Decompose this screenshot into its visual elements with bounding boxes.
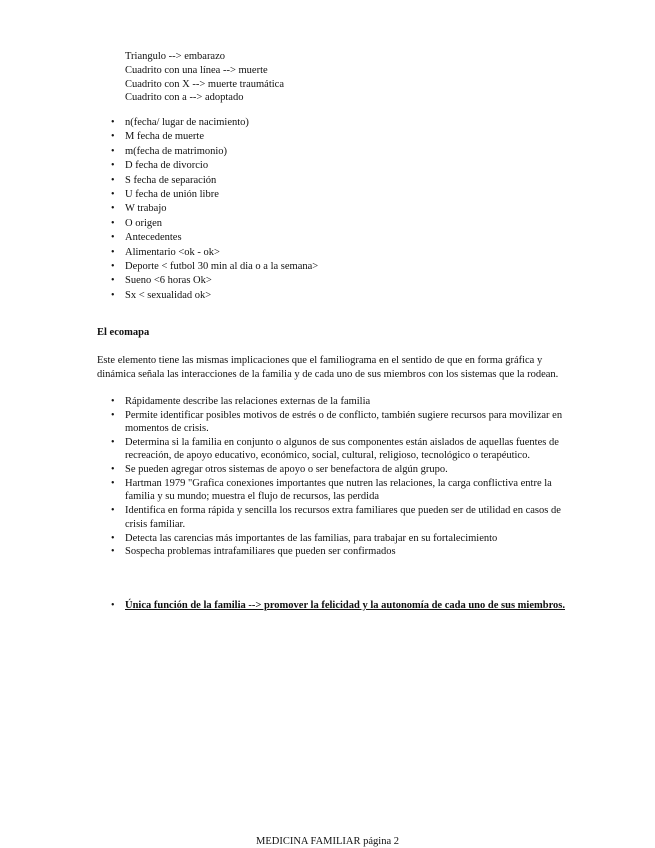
legend-line: Cuadrito con una línea --> muerte [125, 64, 268, 76]
symbol-legend [125, 50, 284, 105]
list-item: • Hartman 1979 "Grafica conexiones importantes que nutren las relaciones, la carga conflictiva entre la familia y su mundo; muestra el flujo de recursos, las perdida [111, 477, 581, 504]
list-item: • O origen [111, 217, 591, 231]
list-item: • Identifica en forma rápida y sencilla los recursos extra familiares que pueden ser de utilidad en casos de crisis familiar. [111, 504, 581, 531]
highlight-text: Única función de la familia --> promover la felicidad y la autonomía de cada uno de sus miembros. [125, 600, 566, 611]
list-item: • D fecha de divorcio [111, 159, 591, 173]
ecomapa-list [111, 395, 581, 559]
list-item: • Rápidamente describe las relaciones externas de la familia [111, 395, 581, 408]
list-item: • n(fecha/ lugar de nacimiento) [111, 116, 591, 130]
list-item: • Permite identificar posibles motivos de estrés o de conflicto, también sugiere recursos para movilizar en momentos de crisis. [111, 409, 581, 436]
list-item: • Deporte < futbol 30 min al dia o a la semana> [111, 260, 591, 274]
list-item: • Antecedentes [111, 231, 591, 245]
list-item [111, 599, 581, 613]
list-item: • m(fecha de matrimonio) [111, 145, 591, 159]
list-item: • Sueno <6 horas Ok> [111, 274, 591, 288]
list-item: • U fecha de unión libre [111, 188, 591, 202]
page-footer: MEDICINA FAMILIAR página 2 [255, 836, 399, 847]
list-item: • S fecha de separación [111, 174, 591, 188]
symbols-list [111, 116, 591, 303]
list-item: • Se pueden agregar otros sistemas de apoyo o ser benefactora de algún grupo. [111, 463, 581, 476]
list-item: • Detecta las carencias más importantes de las familias, para trabajar en su fortalecimiento [111, 532, 581, 545]
list-item: • Sx < sexualidad ok> [111, 289, 591, 303]
legend-line: Cuadrito con X --> muerte traumática [125, 78, 284, 90]
legend-line: Cuadrito con a --> adoptado [125, 92, 244, 104]
list-item: • Determina si la familia en conjunto o algunos de sus componentes están aislados de aquellas fuentes de recreación, de apoyo educativo, económico, social, cultural, religioso, tecnológico o terapéutico. [111, 436, 581, 463]
list-item: • W trabajo [111, 202, 591, 216]
legend-line: Triangulo --> embarazo [125, 51, 226, 62]
highlight-list [111, 599, 581, 613]
list-item: • Sospecha problemas intrafamiliares que pueden ser confirmados [111, 545, 581, 558]
section-intro-paragraph: Este elemento tiene las mismas implicaciones que el familiograma en el sentido de que en forma gráfica y dinámica señala las interacciones de la familia y de cada uno de sus miembros con los sistemas que la rodean. [97, 355, 559, 380]
section-heading: El ecomapa [97, 327, 150, 338]
list-item: • Alimentario <ok - ok> [111, 246, 591, 260]
list-item: • M fecha de muerte [111, 130, 591, 144]
